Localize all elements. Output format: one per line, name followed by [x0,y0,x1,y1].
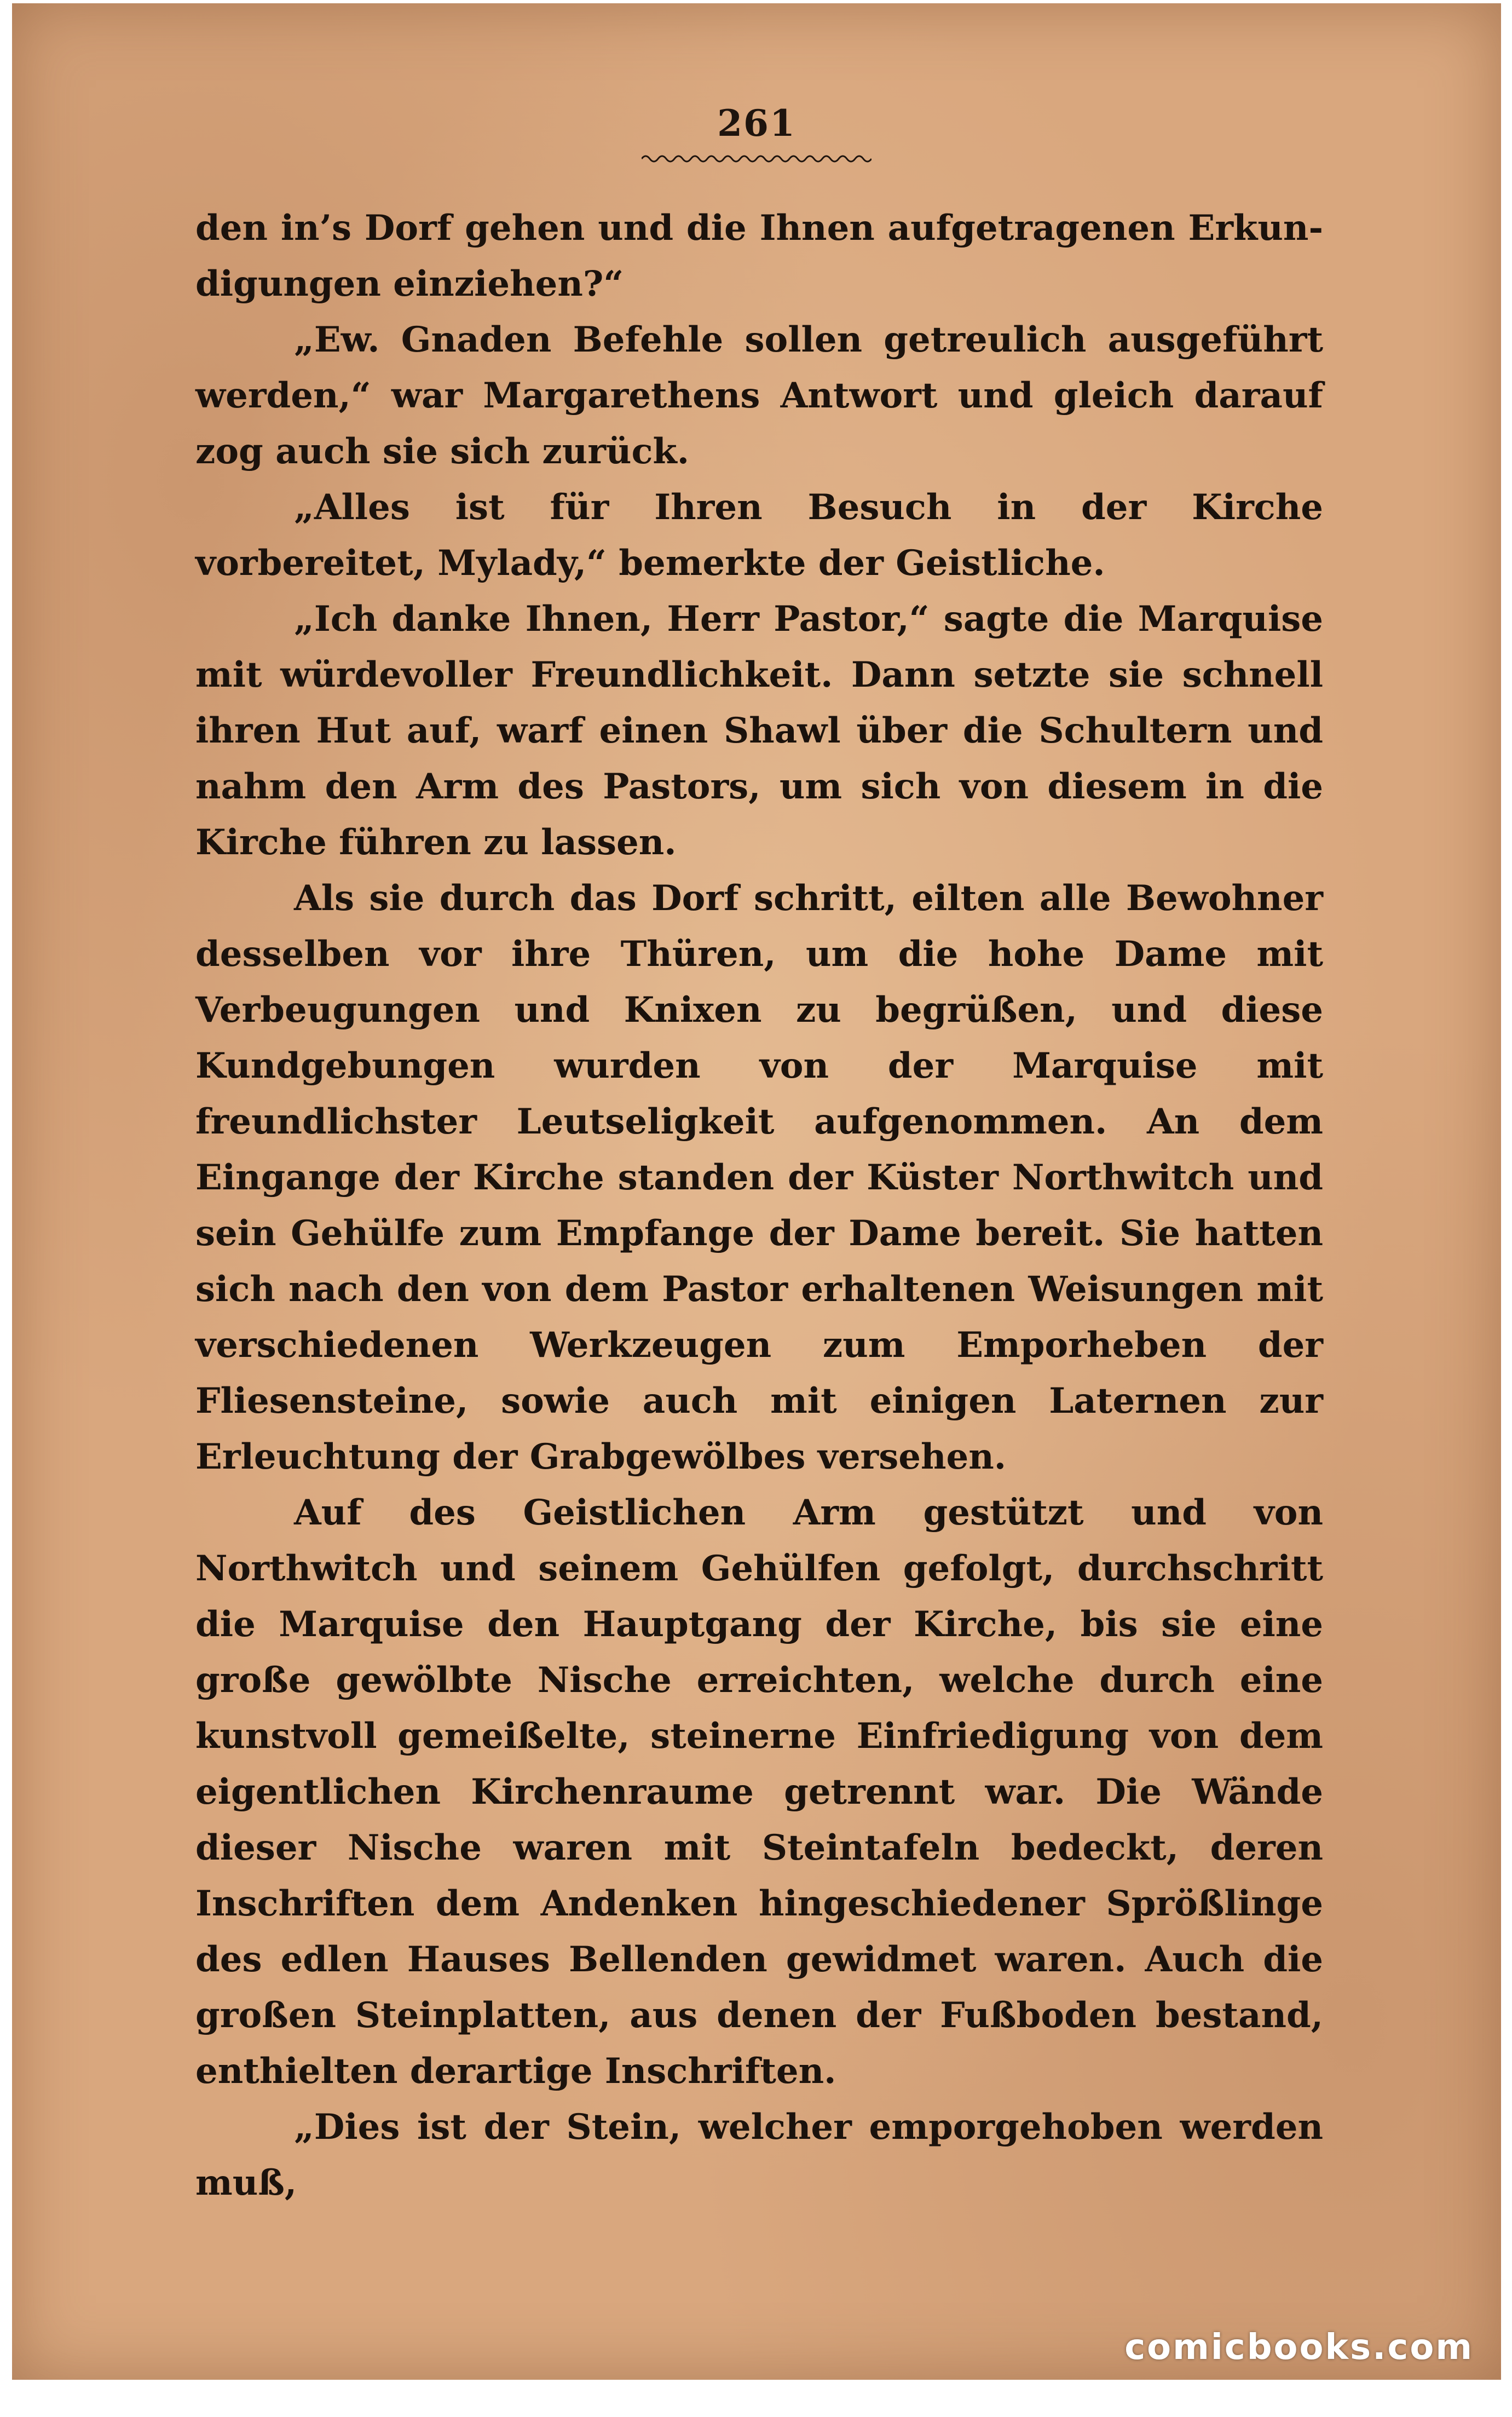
book-page [12,3,1501,2380]
body-text [195,200,1323,2211]
watermark: comicbooks.com [1124,2327,1474,2368]
page-number: 261 [717,102,796,145]
paragraph: den in’s Dorf gehen und die Ihnen aufgetragenen Erkundigungen einziehen?“ [195,208,1323,304]
paragraph: „Alles ist für Ihren Besuch in der Kirche vorbereitet, Mylady,“ bemerkte der Geistliche. [195,487,1323,584]
paragraph: „Ich danke Ihnen, Herr Pastor,“ sagte die Marquise mit würdevoller Freundlichkeit. Dann setzte sie schnell ihren Hut auf, warf einen Shawl über die Schultern und nahm den Arm des Pastors, um sich von diesem in die Kirche führen zu lassen. [195,599,1323,863]
paragraph: Als sie durch das Dorf schritt, eilten alle Bewohner desselben vor ihre Thüren, um die hohe Dame mit Verbeugungen und Knixen zu begrüßen, und diese Kundgebungen wurden von der Marquise mit freundlichster Leutseligkeit aufgenommen. An dem Eingange der Kirche standen der Küster Northwitch und sein Gehülfe zum Empfange der Dame bereit. Sie hatten sich nach den von dem Pastor erhaltenen Weisungen mit verschiedenen Werkzeugen zum Emporheben der Fliesensteine, sowie auch mit einigen Laternen zur Erleuchtung der Grabgewölbes versehen. [195,878,1323,1477]
paragraph: Auf des Geistlichen Arm gestützt und von Northwitch und seinem Gehülfen gefolgt, durchschritt die Marquise den Hauptgang der Kirche, bis sie eine große gewölbte Nische erreichten, welche durch eine kunstvoll gemeißelte, steinerne Einfriedigung von dem eigentlichen Kirchenraume getrennt war. Die Wände dieser Nische waren mit Steintafeln bedeckt, deren Inschriften dem Andenken hingeschiedener Sprößlinge des edlen Hauses Bellenden gewidmet waren. Auch die großen Steinplatten, aus denen der Fußboden bestand, enthielten derartige Inschriften. [195,1492,1323,2092]
paragraph: „Dies ist der Stein, welcher emporgehoben werden muß, [195,2107,1323,2203]
paragraph: „Ew. Gnaden Befehle sollen getreulich ausgeführt werden,“ war Margarethens Antwort und gleich darauf zog auch sie sich zurück. [195,319,1323,472]
decorative-wavy-rule [642,152,872,165]
